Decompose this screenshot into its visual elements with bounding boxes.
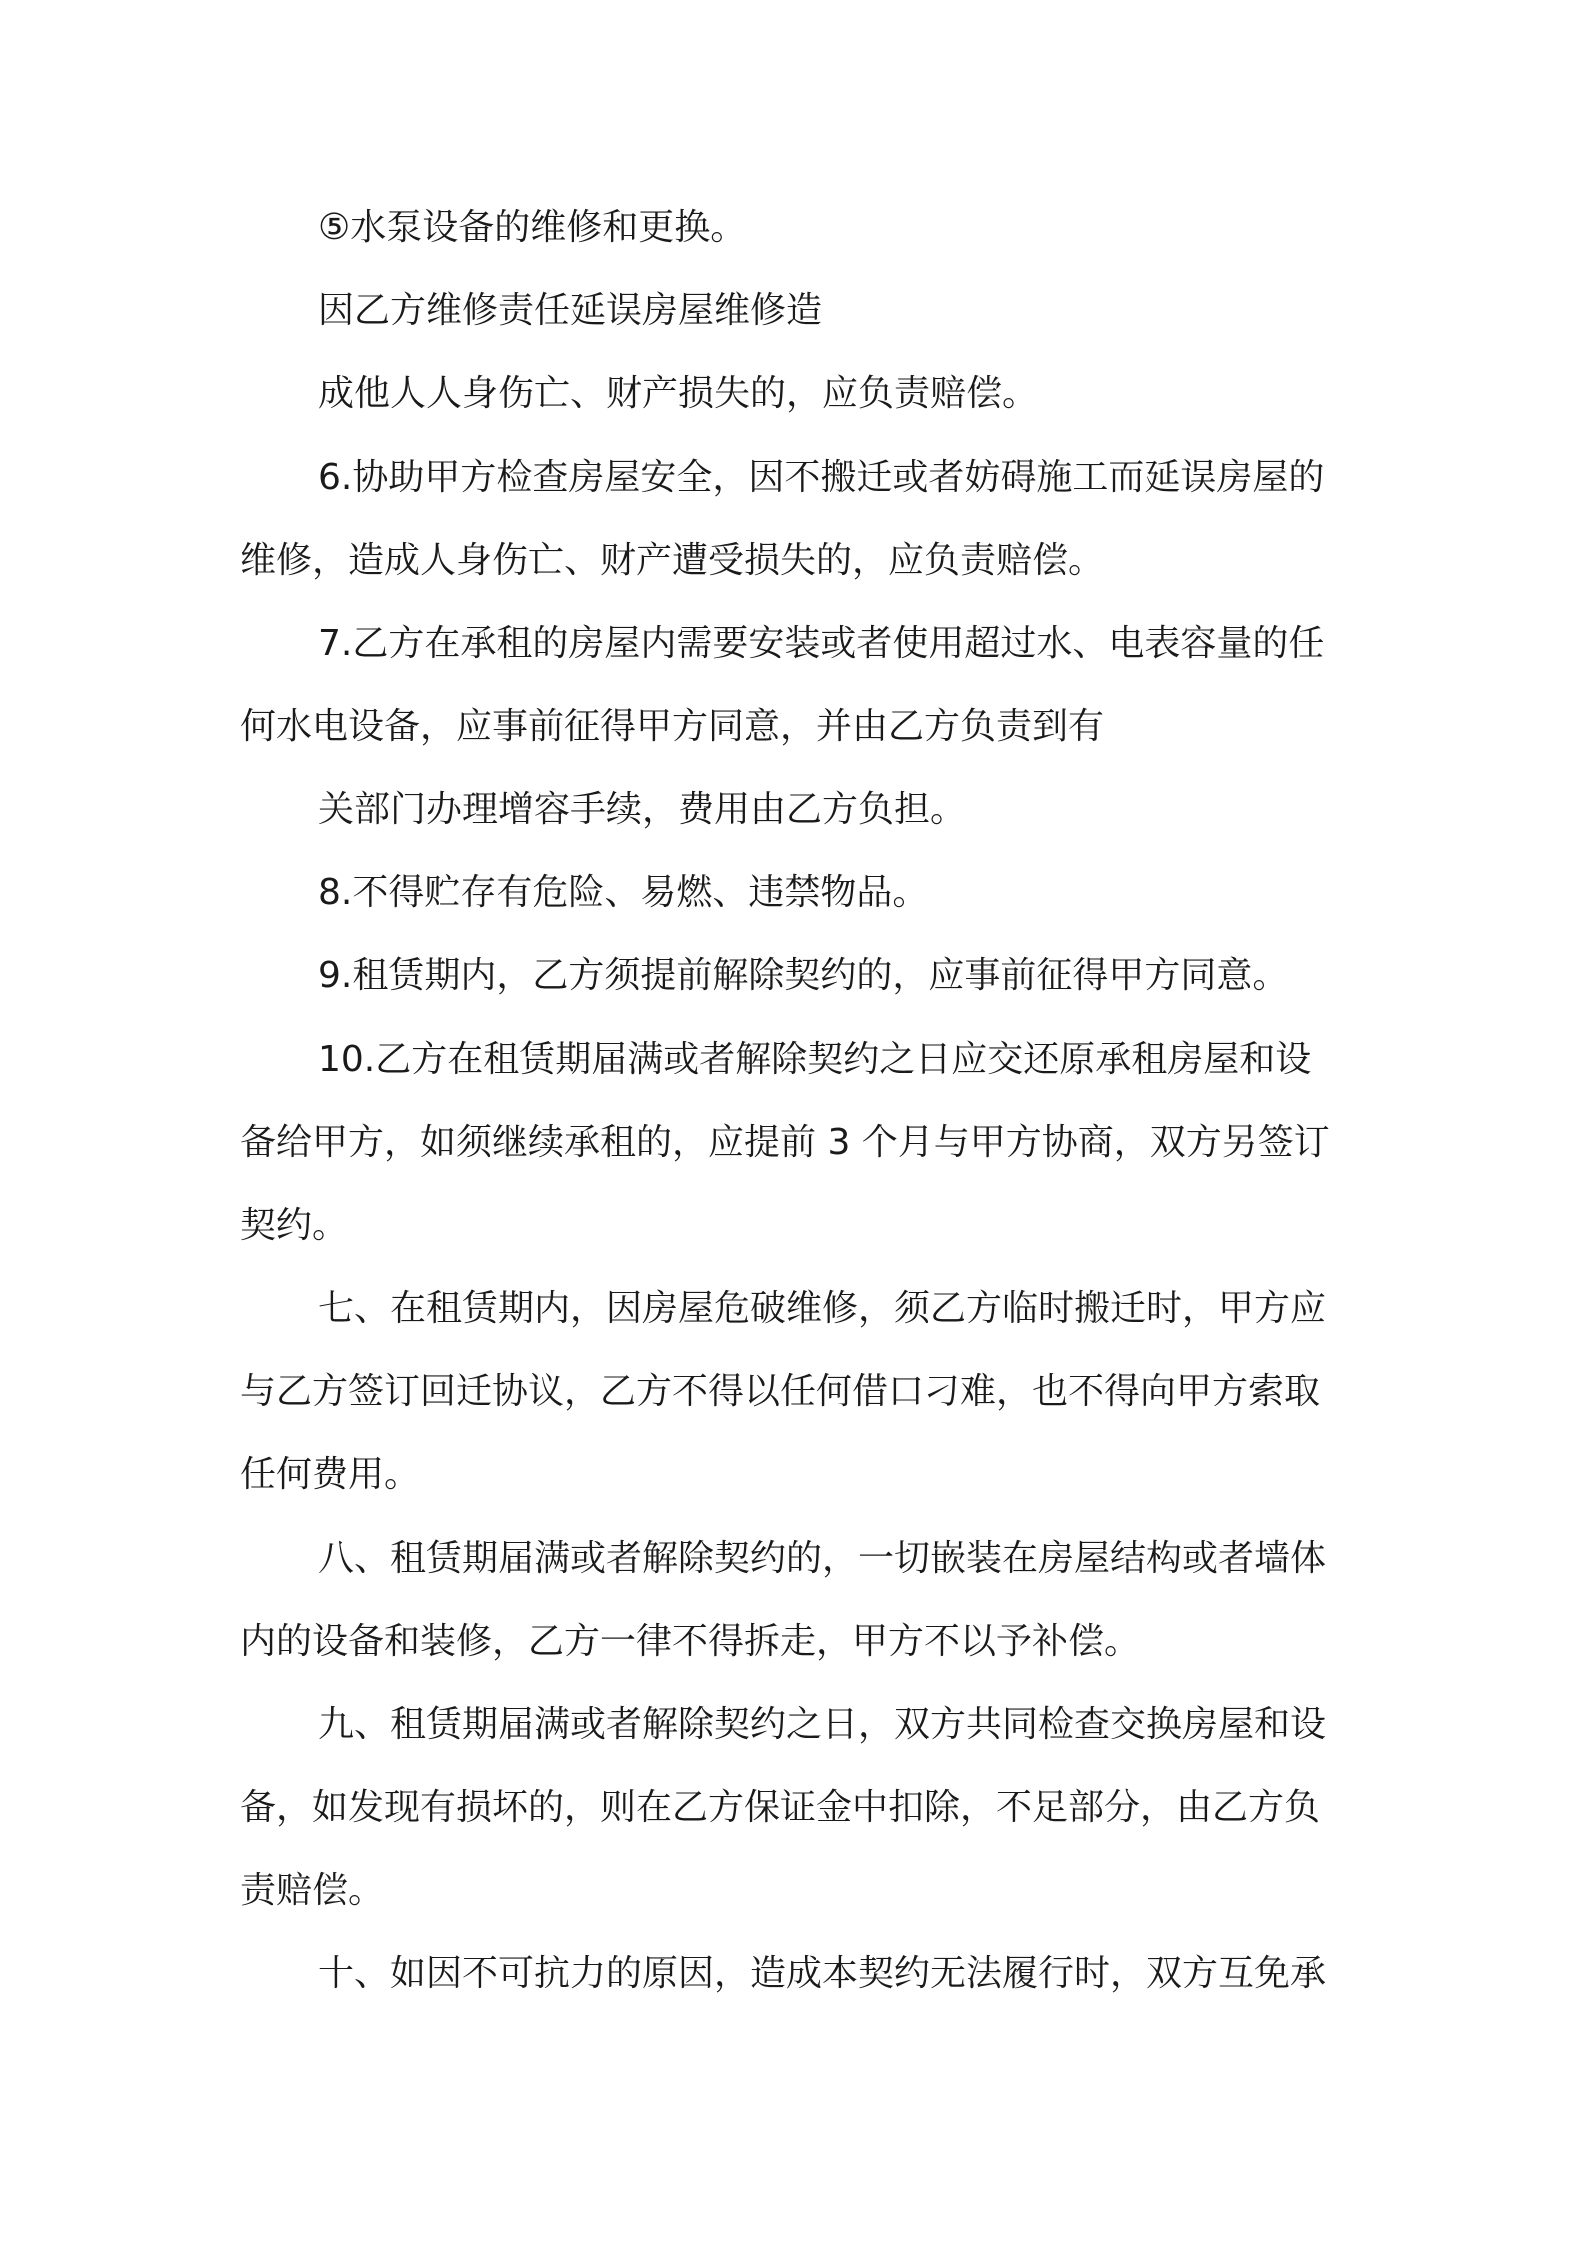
text-line-11: 10.乙方在租赁期届满或者解除契约之日应交还原承租房屋和设 <box>318 1039 1312 1080</box>
text-line-18: 内的设备和装修，乙方一律不得拆走，甲方不以予补偿。 <box>240 1621 1141 1662</box>
text-line-16: 任何费用。 <box>240 1454 421 1495</box>
text-line-21: 责赔偿。 <box>240 1870 385 1911</box>
text-line-9: 8.不得贮存有危险、易燃、违禁物品。 <box>318 872 929 913</box>
text-line-14: 七、在租赁期内，因房屋危破维修，须乙方临时搬迁时，甲方应 <box>318 1288 1327 1329</box>
text-line-7: 何水电设备，应事前征得甲方同意，并由乙方负责到有 <box>240 706 1105 747</box>
text-line-8: 关部门办理增容手续，费用由乙方负担。 <box>318 789 967 830</box>
text-line-2: 因乙方维修责任延误房屋维修造 <box>318 290 823 331</box>
text-line-5: 维修，造成人身伤亡、财产遭受损失的，应负责赔偿。 <box>240 540 1105 581</box>
text-line-13: 契约。 <box>240 1205 349 1246</box>
text-line-3: 成他人人身伤亡、财产损失的，应负责赔偿。 <box>318 373 1039 414</box>
text-line-4: 6.协助甲方检查房屋安全，因不搬迁或者妨碍施工而延误房屋的 <box>318 457 1325 498</box>
text-line-15: 与乙方签订回迁协议，乙方不得以任何借口刁难，也不得向甲方索取 <box>240 1371 1321 1412</box>
text-line-20: 备，如发现有损坏的，则在乙方保证金中扣除，不足部分，由乙方负 <box>240 1787 1321 1828</box>
text-line-6: 7.乙方在承租的房屋内需要安装或者使用超过水、电表容量的任 <box>318 623 1325 664</box>
text-line-17: 八、租赁期届满或者解除契约的，一切嵌装在房屋结构或者墙体 <box>318 1538 1327 1579</box>
text-line-22: 十、如因不可抗力的原因，造成本契约无法履行时，双方互免承 <box>318 1953 1327 1994</box>
text-line-10: 9.租赁期内，乙方须提前解除契约的，应事前征得甲方同意。 <box>318 955 1289 996</box>
text-line-1: ⑤水泵设备的维修和更换。 <box>318 207 747 248</box>
text-line-19: 九、租赁期届满或者解除契约之日，双方共同检查交换房屋和设 <box>318 1704 1327 1745</box>
text-line-12: 备给甲方，如须继续承租的，应提前 3 个月与甲方协商，双方另签订 <box>240 1122 1330 1163</box>
